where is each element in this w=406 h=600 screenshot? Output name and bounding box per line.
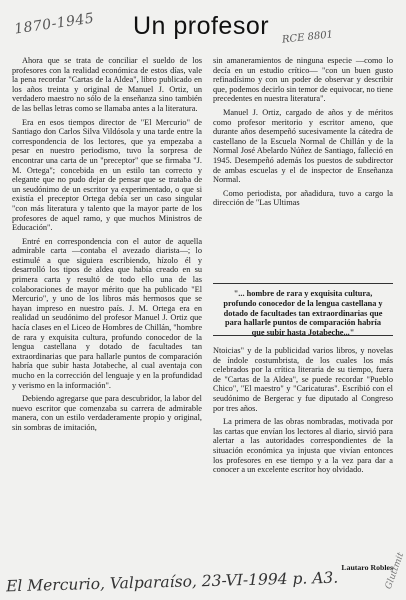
handwritten-corner-note: Gluttmit xyxy=(383,551,406,591)
article-paragraph: Debiendo agregarse que para descubridor, la labor del nuevo escritor que comenzaba su carrera de admirable manera, con un estilo verdaderamente propio y original, sin sombras de imitación, xyxy=(12,394,202,432)
article-paragraph: Como periodista, por añadidura, tuvo a cargo la dirección de "Las Ultimas xyxy=(213,188,393,208)
handwritten-source-note: El Mercurio, Valparaíso, 23-VI-1994 p. A3. xyxy=(5,568,339,596)
article-paragraph: Era en esos tiempos director de "El Mercurio" de Santiago don Carlos Silva Vildósola y una tarde entre la correspondencia de los lectores, que ya empezaba a pesar en nuestro periodismo, tuvo la sorpresa de encontrar una carta de un "preceptor" que se firmaba "J. M. Ortega"; concebida en un estilo tan correcto y elegante que no pudo dejar de pensar que se trataba de un seudónimo de un escritor ya experimentado, o que si existía el preceptor Ortega debía ser un caso singular "con más literatura y talento que la mayor parte de los profesores de aquel ramo, y que muchos Ministros de Educación". xyxy=(12,117,202,233)
article-column-right-top xyxy=(213,56,393,278)
article-paragraph: Ntoicias" y de la publicidad varios libros, y novelas de índole costumbrista, de los cuales los más celebrados por la crítica literaria de su tiempo, fuera de "Cartas de la Aldea", se puede recordar "Pueblo Chico", "El maestro" y "Caricaturas". Escribió con el seudónimo de Bergerac y fue diputado al Congreso por tres años. xyxy=(213,346,393,413)
article-title: Un profesor xyxy=(132,12,270,40)
article-paragraph: La primera de las obras nombradas, motivada por las cartas que envían los lectores al diario, sirvió para alertar a las autoridades correspondientes de la situación económica ya injusta que vivían entonces los profesores en ese tiempo y a la vez para dar a conocer a un excelente escritor hoy olvidado. xyxy=(213,417,393,475)
pull-quote: "... hombre de rara y exquisita cultura, profundo conocedor de la lengua castellana y dotado de facultades tan extraordinarias que para hallarle puntos de comparación habría que subir hasta Jotabeche..." xyxy=(223,289,383,338)
article-paragraph: Ahora que se trata de conciliar el sueldo de los profesores con la realidad económica de estos días, vale la pena recordar "Cartas de la Aldea", libro publicado en los años treinta y original de Manuel J. Ortiz, un verdadero maestro no sólo de la enseñanza sino también de las bellas letras como se llamaba antes a la literatura. xyxy=(12,56,202,113)
article-paragraph: sin amaneramientos de ninguna especie —como lo decía en un estudio crítico— "con un buen gusto refinadísimo y con un poder de observar y describir que, podemos decirlo sin temor de equivocar, no tiene precedentes en nuestra literatura". xyxy=(213,56,393,104)
pull-quote-top-rule xyxy=(213,283,393,284)
article-column-left xyxy=(12,56,202,566)
article-paragraph: Entré en correspondencia con el autor de aquella admirable carta —contaba el avezado diarista—; lo estimulé a que siguiera escribiendo, hízolo él y desarrolló los tipos de aldea que había creado en su primera carta y resultó de todo ello una de las colaboraciones de mayor mérito que ha publicado "El Mercurio", y uno de los libros más hermosos que se hayan impreso en nuestro país. J. M. Ortega era en realidad un seudónimo del profesor Manuel J. Ortiz que hacía clases en el Liceo de Hombres de Chillán, "hombre de rara y exquisita cultura, profundo conocedor de la lengua castellana y dotado de facultades tan extraordinarias que para hallarle puntos de comparación habría que subir hasta Jotabeche, al cual aventaja con mucho en la corrección del lenguaje y en la profundidad y verismo en la información". xyxy=(12,236,202,390)
author-byline: Lautaro Robles xyxy=(341,563,393,572)
article-column-right-bottom xyxy=(213,346,393,560)
handwritten-catalog-code: RCE 8801 xyxy=(281,29,334,46)
handwritten-date-note: 1870-1945 xyxy=(13,10,96,38)
pull-quote-bottom-rule xyxy=(213,335,393,336)
article-paragraph: Manuel J. Ortiz, cargado de años y de méritos como profesor meritorio y escritor ameno, que durante años desempeñó sucesivamente la cátedra de castellano de la Escuela Normal de Chillán y de la Normal José Abelardo Núñez de Santiago, falleció en 1945. Desempeñó además los puestos de subdirector de ambas escuelas y el de inspector de Enseñanza Normal. xyxy=(213,107,393,185)
